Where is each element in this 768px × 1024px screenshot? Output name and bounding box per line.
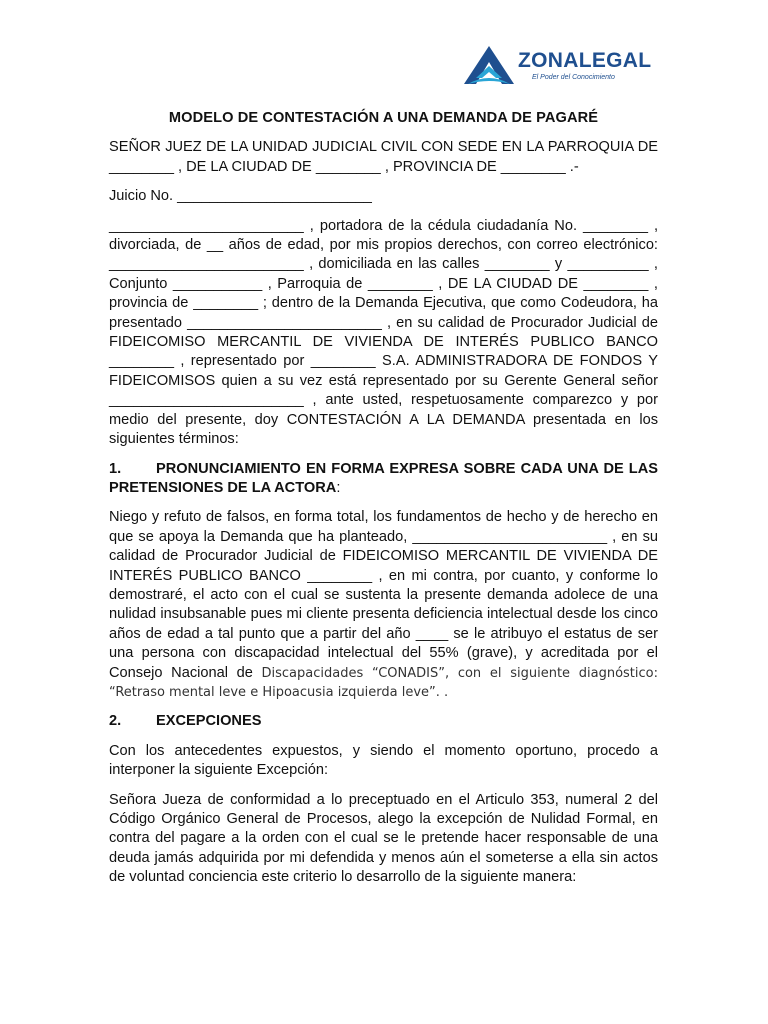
section-2-title: EXCEPCIONES — [156, 713, 262, 730]
section-1-paragraph — [109, 508, 658, 702]
logo-tagline: El Poder del Conocimiento — [532, 74, 615, 81]
section-1-paragraph-main: Niego y refuto de falsos, en forma total, los fundamentos de hecho y de herecho en que se apoya la Demanda que ha planteado, ________________________ , en su calidad de Procurador Judicial de FIDEICOMISO MERCANTIL DE VIVIENDA DE INTERÉS PUBLICO BANCO ________ , en mi contra, por cuanto, y conforme lo demostraré, el acto con el cual se sustenta la presente demanda adolece de una nulidad insubsanable pues mi cliente presenta deficiencia intelectual desde los cinco años de edad a tal punto que a partir del año ____ se le atribuyo el estatus de ser una persona con discapacidad intelectual del 55% (grave), y acreditada por el Consejo Nacional de — [109, 509, 658, 681]
section-1-number: 1. — [109, 460, 122, 477]
logo-mark-icon — [462, 44, 516, 88]
section-2-paragraph-1: Con los antecedentes expuestos, y siendo el momento oportuno, procedo a interponer la siguiente Excepción: — [109, 742, 658, 779]
logo-name: ZONALEGAL — [518, 49, 652, 72]
intro-paragraph: ________________________ , portadora de la cédula ciudadanía No. ________ , divorciada, de __ años de edad, por mis propios derechos, con correo electrónico: ________________________ , domiciliada en las calles ________ y __________ , Conjunto ___________ , Parroquia de ________ , DE LA CIUDAD DE ________ , provincia de ________ ; dentro de la Demanda Ejecutiva, que como Codeudora, ha presentado ________________________ , en su calidad de Procurador Judicial de FIDEICOMISO MERCANTIL DE VIVIENDA DE INTERÉS PUBLICO BANCO ________ , representado por ________ S.A. ADMINISTRADORA DE FONDOS Y FIDEICOMISOS quien a su vez está representado por su Gerente General señor ________________________ , ante usted, respetuosamente comparezco y por medio del presente, doy CONTESTACIÓN A LA DEMANDA presentada en los siguientes términos: — [109, 217, 658, 448]
court-address: SEÑOR JUEZ DE LA UNIDAD JUDICIAL CIVIL CON SEDE EN LA PARROQUIA DE ________ , DE LA CIUDAD DE ________ , PROVINCIA DE ________ .- — [109, 139, 658, 175]
section-2-heading — [109, 712, 658, 731]
case-number: Juicio No. ________________________ — [109, 188, 372, 205]
section-1-paragraph-tail: Discapacidades “CONADIS”, con el siguiente diagnóstico: “Retraso mental leve e Hipoacusia izquierda leve”. . — [109, 665, 658, 700]
document-title: MODELO DE CONTESTACIÓN A UNA DEMANDA DE PAGARÉ — [168, 110, 599, 126]
section-2-number: 2. — [109, 713, 122, 730]
section-1-heading — [109, 460, 658, 499]
section-1-colon: : — [336, 479, 341, 496]
zonalegal-logo — [462, 44, 662, 90]
section-1-title: PRONUNCIAMIENTO EN FORMA EXPRESA SOBRE CADA UNA DE LAS PRETENSIONES DE LA ACTORA — [109, 460, 658, 496]
section-2-paragraph-2: Señora Jueza de conformidad a lo preceptuado en el Articulo 353, numeral 2 del Código Orgánico General de Procesos, alego la excepción de Nulidad Formal, en contra del pagare a la orden con el cual se le pretende hacer responsable de una deuda jamás adquirida por mi defendida y menos aún el someterse a ella sin actos de voluntad conciencia este criterio lo desarrollo de la siguiente manera: — [109, 791, 658, 886]
document-body — [109, 109, 658, 898]
